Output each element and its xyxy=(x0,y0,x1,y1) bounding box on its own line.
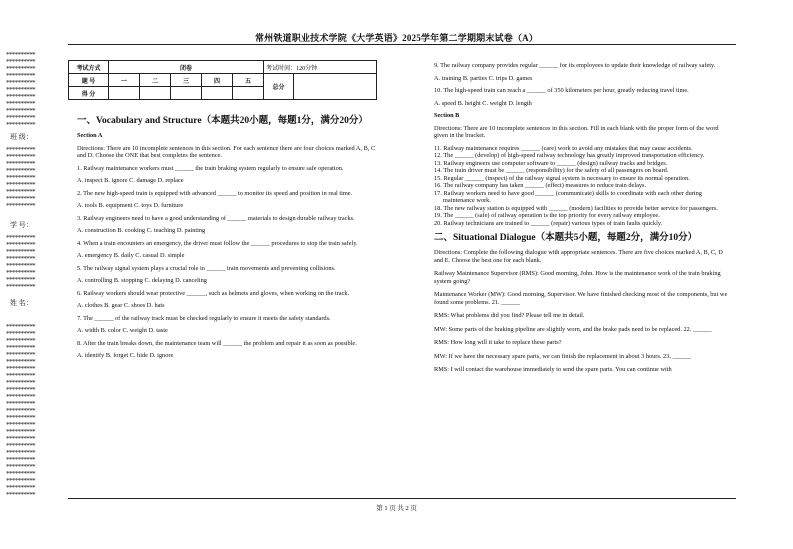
binding-stars: ********** xyxy=(6,195,36,203)
binding-stars: ********** xyxy=(6,379,36,387)
dialogue-line: Railway Maintenance Supervisor (RMS): Good morning, John. How is the maintenance work of the train braking system going? xyxy=(434,270,721,285)
section-b-title: Section B xyxy=(434,112,460,119)
binding-stars: ********** xyxy=(6,449,36,457)
score-cell xyxy=(140,87,171,100)
binding-stars: ********** xyxy=(6,262,36,270)
binding-stars: ********** xyxy=(6,100,36,108)
name-label: 姓 名： xyxy=(10,299,33,307)
exam-form-value: 闭卷 xyxy=(109,61,264,74)
question-8: 8. After the train breaks down, the maintenance team will ______ the problem and repair it as soon as possible. xyxy=(77,339,357,347)
binding-stars: ********** xyxy=(6,407,36,415)
section-b-directions: Directions: There are 10 incomplete sentences in this section. Fill in each blank with the proper form of the word given in the bracket. xyxy=(434,124,719,139)
right-column xyxy=(434,62,733,374)
binding-stars: ********** xyxy=(6,153,36,161)
section1-title: 一、Vocabulary and Structure（本题共20小题，每题1分，满分20分） xyxy=(77,116,368,126)
binding-stars: ********** xyxy=(6,58,36,66)
binding-stars: ********** xyxy=(6,372,36,380)
score-label: 得 分 xyxy=(69,87,109,100)
student-id-label: 学 号： xyxy=(10,221,33,229)
binding-stars: ********** xyxy=(6,93,36,101)
dialogue-line: MW: If we have the necessary spare parts, we can finish the replacement in about 3 hours. 23. ______ xyxy=(434,352,692,360)
binding-stars: ********** xyxy=(6,114,36,122)
binding-stars: ********** xyxy=(6,477,36,485)
binding-stars: ********** xyxy=(6,146,36,154)
binding-stars: ********** xyxy=(6,386,36,394)
question-16: 16. The railway company has taken ______ (effect) measures to reduce train delays. xyxy=(434,182,647,189)
question-number: 五 xyxy=(233,74,264,87)
binding-stars: ********** xyxy=(6,86,36,94)
score-cell xyxy=(109,87,140,100)
question-1-options: A. inspect B. ignore C. damage D. replace xyxy=(77,177,184,184)
score-cell xyxy=(233,87,264,100)
page-number: 第 1 页 共 2 页 xyxy=(376,505,417,512)
binding-stars: ********** xyxy=(6,414,36,422)
dialogue-line: RMS: How long will it take to replace these parts? xyxy=(434,339,562,346)
exam-time: 考试时间：120分钟 xyxy=(264,61,377,74)
exam-form-label: 考试方式 xyxy=(69,61,109,74)
question-number: 四 xyxy=(202,74,233,87)
question-6-options: A. clothes B. gear C. shoes D. hats xyxy=(77,302,165,309)
binding-stars: ********** xyxy=(6,269,36,277)
binding-stars: ********** xyxy=(6,330,36,338)
binding-stars: ********** xyxy=(6,358,36,366)
score-table xyxy=(68,60,377,100)
score-cell xyxy=(171,87,202,100)
dialogue-line: MW: Some parts of the braking pipeline are slightly worn, and the brake pads need to be replaced. 22. ______ xyxy=(434,325,712,333)
question-18: 18. The new railway station is equipped with ______ (modern) facilities to provide better service for passengers. xyxy=(434,204,718,212)
dialogue-line: RMS: What problems did you find? Please tell me in detail. xyxy=(434,312,585,319)
question-9: 9. The railway company provides regular ______ for its employees to update their knowledge of railway safety. xyxy=(434,62,716,69)
question-4-options: A. emergency B. daily C. casual D. simple xyxy=(77,252,185,259)
binding-stars: ********** xyxy=(6,463,36,471)
question-17: 17. Railway workers need to have good ______ (communicate) skills to coordinate with each other during maintenance work. xyxy=(434,189,702,204)
section-a-directions: Directions: There are 10 incomplete sentences in this section. For each sentence there are four choices marked A, B, C and D. Choose the ONE that best completes the sentence. xyxy=(77,144,376,159)
dialogue-line: Maintenance Worker (MW): Good morning, Supervisor. We have finished checking most of the components, but we found some problems. 21. ______ xyxy=(434,291,728,306)
binding-stars: ********** xyxy=(6,283,36,291)
binding-stars: ********** xyxy=(6,241,36,249)
question-19: 19. The ______ (safe) of railway operation is the top priority for every railway employee. xyxy=(434,212,660,219)
question-number: 一 xyxy=(109,74,140,87)
question-5: 5. The railway signal system plays a crucial role in ______ train movements and preventing collisions. xyxy=(77,264,336,272)
question-12: 12. The ______ (develop) of high-speed railway technology has greatly improved transportation efficiency. xyxy=(434,152,705,159)
binding-stars: ********** xyxy=(6,323,36,331)
class-label: 班 级： xyxy=(10,133,33,141)
binding-stars: ********** xyxy=(6,344,36,352)
binding-stars: ********** xyxy=(6,181,36,189)
binding-stars: ********** xyxy=(6,442,36,450)
question-no-label: 题 号 xyxy=(69,74,109,87)
question-15: 15. Regular ______ (inspect) of the railway signal system is necessary to ensure its normal operation. xyxy=(434,174,690,182)
question-1: 1. Railway maintenance workers must ______ the train braking system regularly to ensure safe operation. xyxy=(77,164,344,172)
binding-stars: ********** xyxy=(6,51,36,59)
binding-stars: ********** xyxy=(6,470,36,478)
binding-stars: ********** xyxy=(6,400,36,408)
total-score-cell xyxy=(294,74,377,100)
question-10-options: A. speed B. height C. weight D. length xyxy=(434,99,532,107)
binding-stars: ********** xyxy=(6,365,36,373)
binding-stars: ********** xyxy=(6,337,36,345)
binding-stars: ********** xyxy=(6,421,36,429)
question-6: 6. Railway workers should wear protective ______, such as helmets and gloves, when working on the track. xyxy=(77,289,350,297)
binding-stars: ********** xyxy=(6,65,36,73)
question-2: 2. The new high-speed train is equipped with advanced ______ to monitor its speed and position in real time. xyxy=(77,189,353,197)
binding-stars: ********** xyxy=(6,160,36,168)
total-label: 总分 xyxy=(264,74,294,100)
question-7-options: A. width B. color C. weight D. taste xyxy=(77,327,168,334)
binding-stars: ********** xyxy=(6,435,36,443)
question-2-options: A. tools B. equipment C. toys D. furniture xyxy=(77,202,184,209)
page-title: 常州铁道职业技术学院《大学英语》2025学年第二学期期末试卷（A） xyxy=(254,33,539,43)
section-c-directions: Directions: Complete the following dialogue with appropriate sentences. There are five choices marked A, B, C, D and E. Choose the best one for each blank. xyxy=(434,249,723,264)
binding-stars: ********** xyxy=(6,79,36,87)
dialogue-line: RMS: I will contact the warehouse immediately to send the spare parts. You can continue with xyxy=(434,366,672,373)
binding-stars: ********** xyxy=(6,107,36,115)
binding-stars: ********** xyxy=(6,202,36,210)
question-4: 4. When a train encounters an emergency, the driver must follow the ______ procedures to stop the train safely. xyxy=(77,239,358,247)
score-cell xyxy=(202,87,233,100)
question-7: 7. The ______ of the railway track must be checked regularly to ensure it meets the safety standards. xyxy=(77,314,331,322)
binding-margin xyxy=(6,52,64,502)
binding-stars: ********** xyxy=(6,234,36,242)
binding-stars: ********** xyxy=(6,188,36,196)
binding-stars: ********** xyxy=(6,72,36,80)
question-3: 3. Railway engineers need to have a good understanding of ______ materials to design durable railway tracks. xyxy=(77,214,355,222)
question-9-options: A. training B. parties C. trips D. games xyxy=(434,74,533,82)
question-14: 14. The train driver must be ______ (responsibility) for the safety of all passengers on board. xyxy=(434,167,669,174)
binding-stars: ********** xyxy=(6,351,36,359)
left-column xyxy=(77,116,376,360)
binding-stars: ********** xyxy=(6,456,36,464)
question-13: 13. Railway engineers use computer software to ______ (design) railway tracks and bridges. xyxy=(434,159,668,167)
header-rule xyxy=(68,44,736,45)
question-11: 11. Railway maintenance requires ______ (care) work to avoid any mistakes that may cause accidents. xyxy=(434,144,693,152)
question-number: 三 xyxy=(171,74,202,87)
binding-stars: ********** xyxy=(6,484,36,492)
binding-stars: ********** xyxy=(6,491,36,499)
binding-stars: ********** xyxy=(6,167,36,175)
binding-stars: ********** xyxy=(6,174,36,182)
binding-stars: ********** xyxy=(6,393,36,401)
binding-stars: ********** xyxy=(6,248,36,256)
section2-title: 二、Situational Dialogue（本题共5小题，每题2分，满分10分） xyxy=(434,233,698,243)
footer-rule xyxy=(68,498,736,499)
question-10: 10. The high-speed train can reach a ______ of 350 kilometers per hour, greatly reducing travel time. xyxy=(434,87,689,94)
binding-stars: ********** xyxy=(6,276,36,284)
binding-stars: ********** xyxy=(6,255,36,263)
question-20: 20. Railway technicians are trained to ______ (repair) various types of train faults quickly. xyxy=(434,219,663,227)
binding-stars: ********** xyxy=(6,121,36,129)
question-5-options: A. controlling B. stopping C. delaying D. canceling xyxy=(77,277,207,284)
section-a-title: Section A xyxy=(77,132,103,139)
question-number: 二 xyxy=(140,74,171,87)
question-8-options: A. identify B. forget C. hide D. ignore xyxy=(77,352,174,359)
question-3-options: A. construction B. cooking C. teaching D. painting xyxy=(77,227,206,234)
binding-stars: ********** xyxy=(6,428,36,436)
